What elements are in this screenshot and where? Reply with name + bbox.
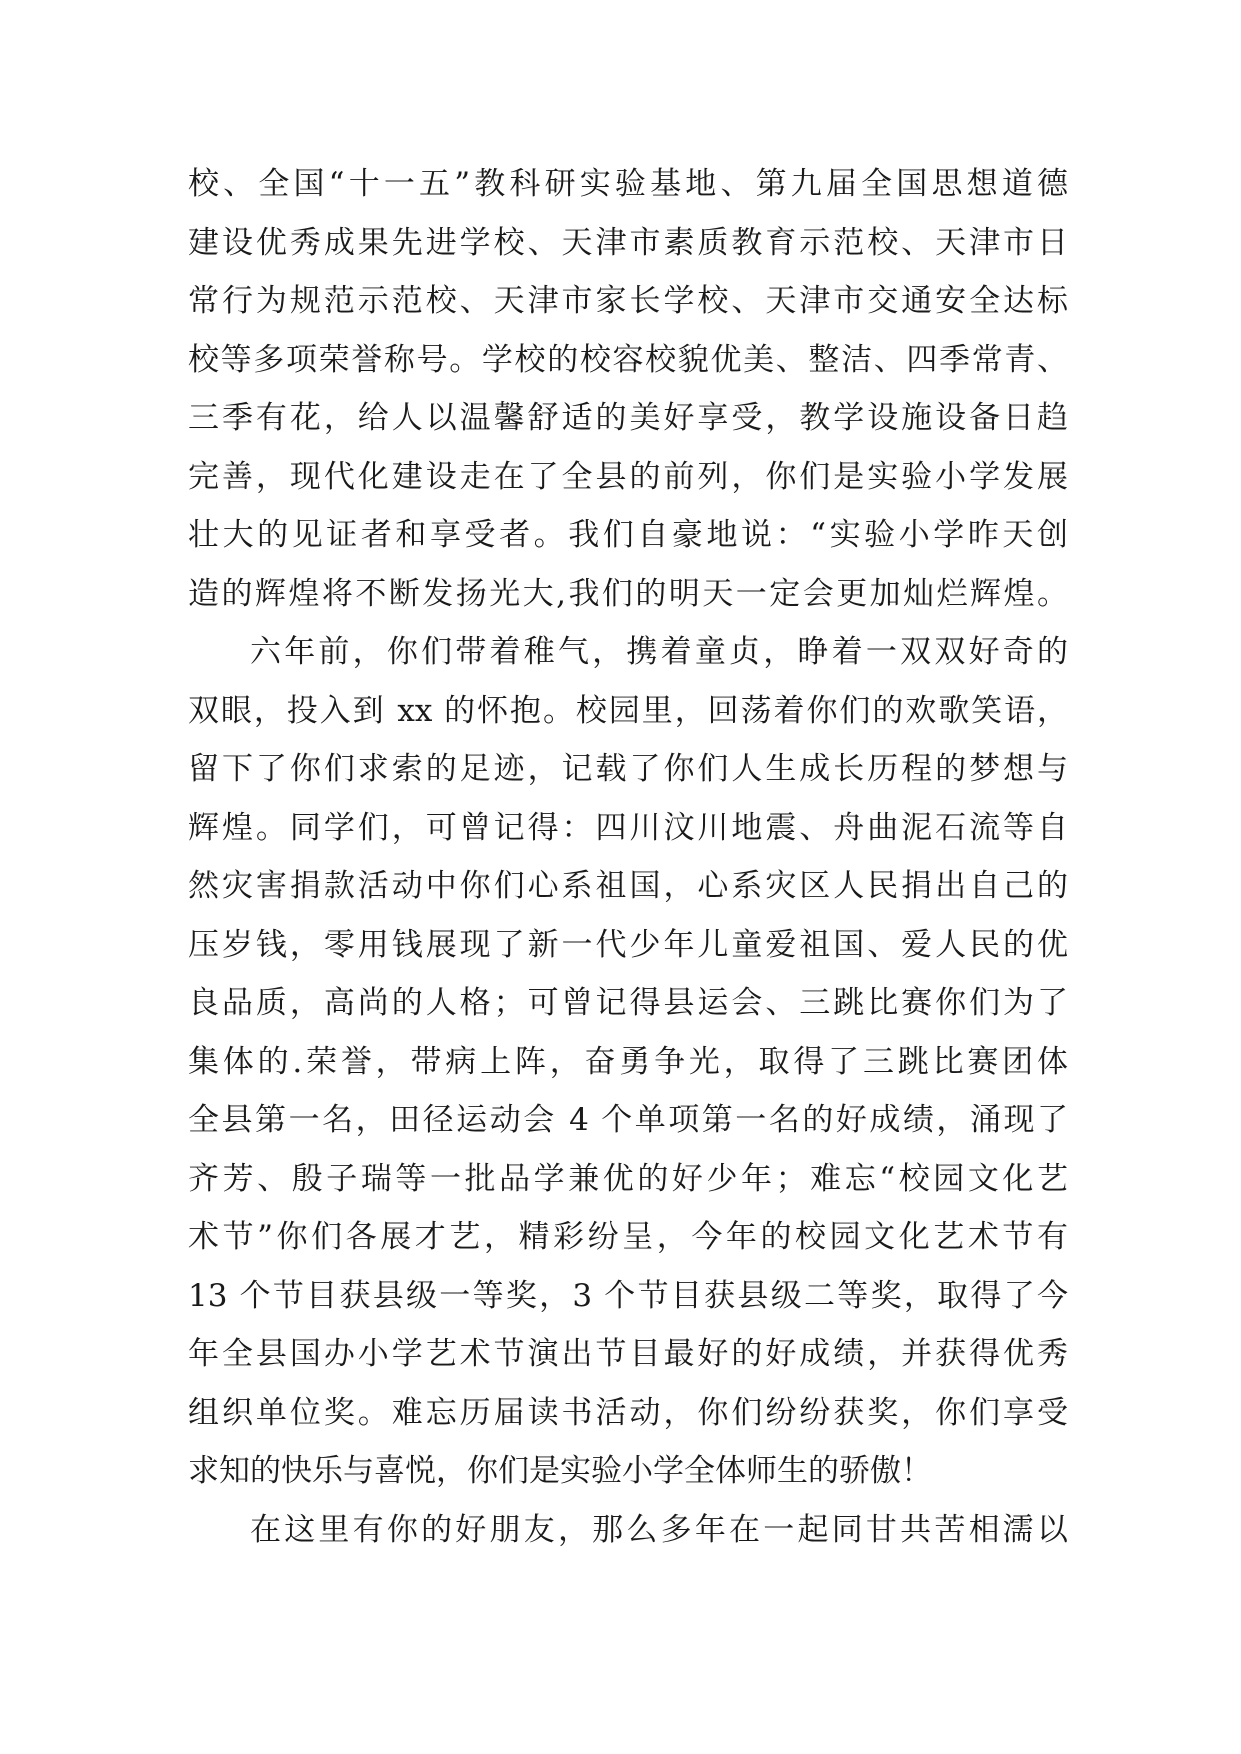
text-line: 求知的快乐与喜悦，你们是实验小学全体师生的骄傲！ bbox=[188, 1453, 932, 1489]
text-line: 留下了你们求索的足迹，记载了你们人生成长历程的梦想与 bbox=[188, 751, 1068, 787]
text-line: 组织单位奖。难忘历届读书活动，你们纷纷获奖，你们享受 bbox=[188, 1394, 1068, 1431]
text-line: 良品质，高尚的人格；可曾记得县运会、三跳比赛你们为了 bbox=[188, 985, 1068, 1021]
text-line: 在这里有你的好朋友，那么多年在一起同甘共苦相濡以 bbox=[250, 1511, 1068, 1548]
text-line: 六年前，你们带着稚气，携着童贞，睁着一双双好奇的 bbox=[250, 634, 1068, 670]
text-line: 13 个节目获县级一等奖，3 个节目获县级二等奖，取得了今 bbox=[188, 1277, 1068, 1314]
text-line: 集体的.荣誉，带病上阵，奋勇争光，取得了三跳比赛团体 bbox=[188, 1043, 1068, 1080]
text-line: 年全县国办小学艺术节演出节目最好的好成绩，并获得优秀 bbox=[188, 1336, 1068, 1372]
text-line: 建设优秀成果先进学校、天津市素质教育示范校、天津市日 bbox=[188, 224, 1068, 261]
text-line: 校、全国“十一五”教科研实验基地、第九届全国思想道德 bbox=[188, 166, 1068, 202]
body-text bbox=[188, 155, 1068, 1559]
text-line: 完善，现代化建设走在了全县的前列，你们是实验小学发展 bbox=[188, 458, 1068, 495]
text-line: 壮大的见证者和享受者。我们自豪地说：“实验小学昨天创 bbox=[188, 517, 1068, 553]
text-line: 校等多项荣誉称号。学校的校容校貌优美、整洁、四季常青、 bbox=[188, 341, 1068, 378]
text-line: 造的辉煌将不断发扬光大,我们的明天一定会更加灿烂辉煌。 bbox=[188, 575, 1068, 612]
text-line: 双眼，投入到 xx 的怀抱。校园里，回荡着你们的欢歌笑语， bbox=[188, 692, 1068, 729]
text-line: 齐芳、殷子瑞等一批品学兼优的好少年；难忘“校园文化艺 bbox=[188, 1160, 1068, 1197]
text-line: 全县第一名，田径运动会 4 个单项第一名的好成绩，涌现了 bbox=[188, 1102, 1068, 1138]
text-line: 常行为规范示范校、天津市家长学校、天津市交通安全达标 bbox=[188, 283, 1068, 319]
text-line: 然灾害捐款活动中你们心系祖国，心系灾区人民捐出自己的 bbox=[188, 868, 1068, 904]
text-line: 压岁钱，零用钱展现了新一代少年儿童爱祖国、爱人民的优 bbox=[188, 926, 1068, 963]
text-line: 三季有花，给人以温馨舒适的美好享受，教学设施设备日趋 bbox=[188, 400, 1068, 436]
text-line: 辉煌。同学们，可曾记得：四川汶川地震、舟曲泥石流等自 bbox=[188, 809, 1068, 846]
text-line: 术节”你们各展才艺，精彩纷呈，今年的校园文化艺术节有 bbox=[188, 1219, 1068, 1255]
